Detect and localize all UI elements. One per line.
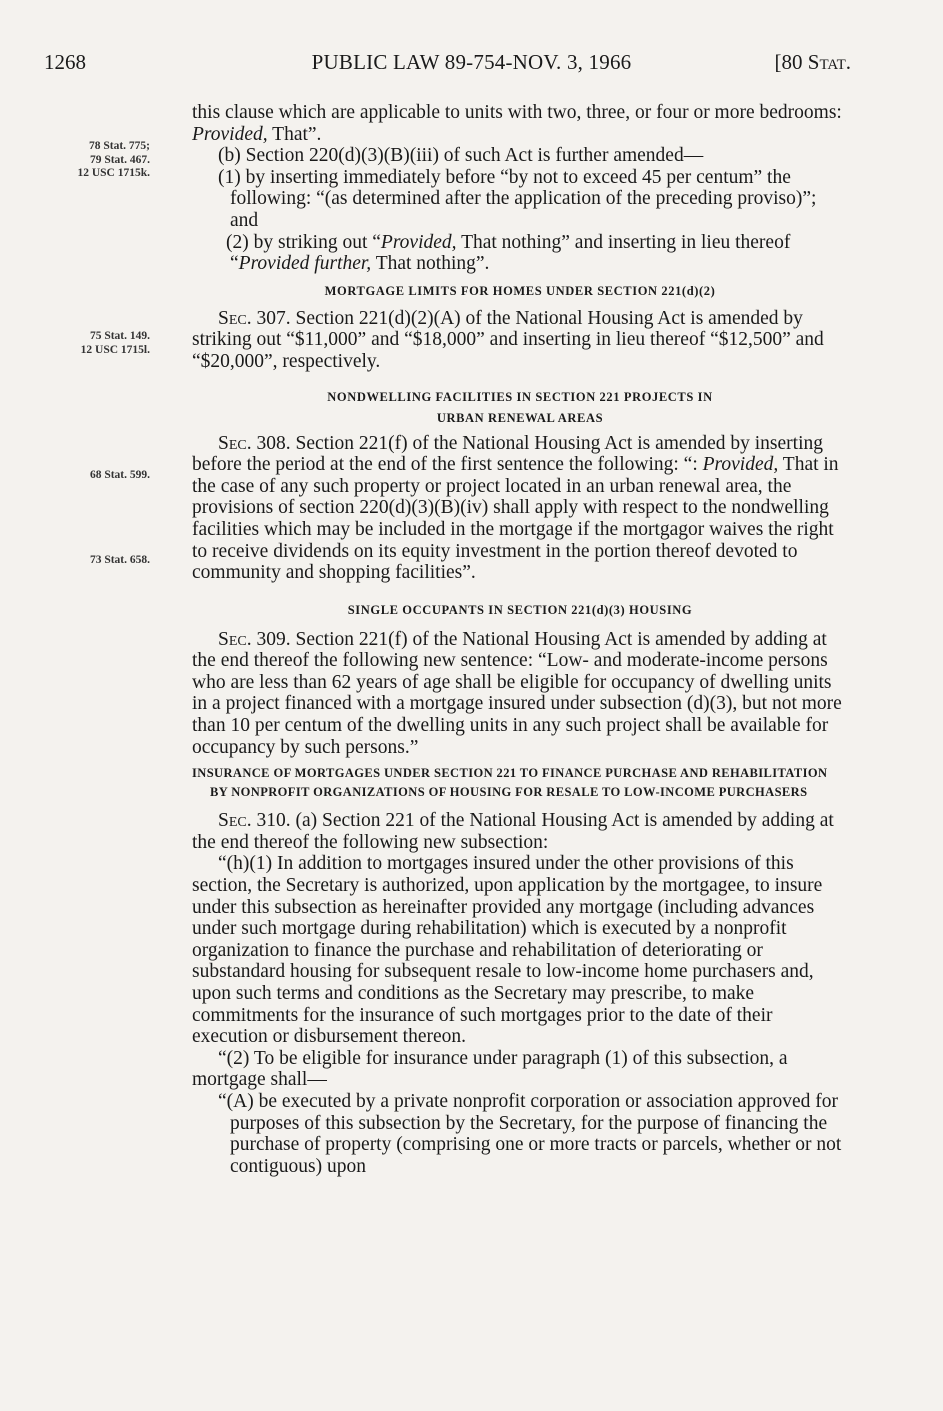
margin-note-line: 78 Stat. 775;	[88, 140, 150, 152]
page-header	[0, 50, 943, 82]
section-heading-310: INSURANCE OF MORTGAGES UNDER SECTION 221 TO FINANCE PURCHASE AND REHABILITATION BY NONPROFIT ORGANIZATIONS OF HOUSING FOR RESALE TO LOW-INCOME PURCHASERS	[192, 766, 828, 800]
subsection-h-2: “(2) To be eligible for insurance under paragraph (1) of this subsection, a mortgage shall—	[192, 1047, 788, 1091]
running-title: PUBLIC LAW 89-754-NOV. 3, 1966	[311, 50, 632, 74]
italic-run: Provided,	[192, 123, 268, 145]
text-run: Section 221(f) of the National Housing Act is amended by inserting before the period at the end of the first sentence the following: “:	[192, 432, 823, 476]
section-307	[192, 308, 848, 373]
clause-2	[192, 232, 848, 275]
clause-1: (1) by inserting immediately before “by not to exceed 45 per centum” the following: “(as determined after the application of the preceding proviso)”; and	[218, 166, 817, 231]
margin-note-line: 12 USC 1715l.	[80, 343, 150, 356]
document-body	[192, 102, 848, 1177]
italic-run: Provided,	[702, 454, 779, 476]
text-run: Section 221(d)(2)(A) of the National Housing Act is amended by striking out “$11,000” and “$18,000” and inserting in lieu thereof “$12,500” and “$20,000”, respectively.	[192, 307, 824, 372]
section-label: Sec. 310.	[218, 810, 291, 832]
heading-line: URBAN RENEWAL AREAS	[436, 410, 604, 425]
margin-note-line: 79 Stat. 467.	[89, 153, 150, 166]
page-number: 1268	[44, 50, 86, 74]
italic-run: Provided further,	[238, 253, 372, 275]
margin-note-line: 68 Stat. 599.	[89, 469, 150, 481]
subsection-h-1: “(h)(1) In addition to mortgages insured under the other provisions of this section, the Secretary is authorized, upon application by the mortgagee, to insure under this subsection as hereinafter provided any mortgage (including advances under such mortgage during rehabilitation) which is executed by a nonprofit organization to finance the purchase and rehabilitation of deteriorating or substandard housing for subsequent resale to low-income home purchasers and, upon such terms and conditions as the Secretary may prescribe, to make commitments for the insurance of such mortgages prior to the date of their execution or disbursement thereon.	[192, 853, 823, 1048]
section-label: Sec. 308.	[218, 432, 291, 454]
text-run: (2) by striking out “	[226, 231, 381, 253]
text-run: That in the case of any such property or project located in an urban renewal area, the provisions of section 220(d)(3)(B)(iv) shall apply with respect to the nondwelling facilities which may be included in the mortgage if the mortgagor waives the right to receive dividends on its equity investment in the portion thereof devoted to community and shopping facilities”.	[192, 454, 839, 584]
margin-note-line: 75 Stat. 149.	[89, 330, 150, 342]
margin-note-3	[20, 469, 150, 483]
text-run: That”.	[272, 123, 322, 145]
text-run: this clause which are applicable to units with two, three, or four or more bedrooms:	[192, 102, 842, 123]
section-heading-307: MORTGAGE LIMITS FOR HOMES UNDER SECTION 221(d)(2)	[324, 283, 716, 298]
text-run: (a) Section 221 of the National Housing Act is amended by adding at the end thereof the following new subsection:	[192, 810, 834, 853]
subparagraph-A: “(A) be executed by a private nonprofit corporation or association approved for purposes of this subsection by the Secretary, for the purpose of financing the purchase of property (comprising one or more tracts or parcels, whether or not contiguous) upon	[218, 1090, 842, 1177]
heading-line: NONDWELLING FACILITIES IN SECTION 221 PROJECTS IN	[327, 389, 713, 404]
paragraph-b: (b) Section 220(d)(3)(B)(iii) of such Act is further amended—	[218, 145, 704, 167]
margin-note-line: 73 Stat. 658.	[89, 554, 150, 566]
text-run: Section 221(f) of the National Housing Act is amended by adding at the end thereof the following new sentence: “Low- and moderate-income persons who are less than 62 years of age shall be eligible for occupancy of dwelling units in a project financed with a mortgage insured under subsection (d)(3), but not more than 10 per centum of the dwelling units in any such project shall be available for occupancy by such persons.”	[192, 628, 842, 758]
section-label: Sec. 307.	[218, 307, 291, 329]
margin-note-1	[20, 140, 150, 181]
text-run: That nothing” and inserting in lieu thereof “	[230, 231, 791, 275]
text-run: That nothing”.	[375, 253, 490, 275]
statute-reference	[775, 50, 851, 75]
paragraph-continuation	[192, 102, 848, 145]
section-308	[192, 433, 848, 584]
statute-word: Stat.	[807, 50, 851, 74]
section-label: Sec. 309.	[218, 628, 291, 650]
italic-run: Provided,	[380, 231, 457, 253]
margin-note-2	[20, 330, 150, 357]
section-309	[192, 629, 848, 759]
section-heading-308	[192, 387, 848, 429]
section-310	[192, 810, 848, 853]
margin-note-line: 12 USC 1715k.	[77, 167, 150, 179]
margin-note-4	[20, 554, 150, 568]
section-heading-309: SINGLE OCCUPANTS IN SECTION 221(d)(3) HOUSING	[347, 602, 693, 617]
statute-volume: [80	[774, 50, 803, 74]
